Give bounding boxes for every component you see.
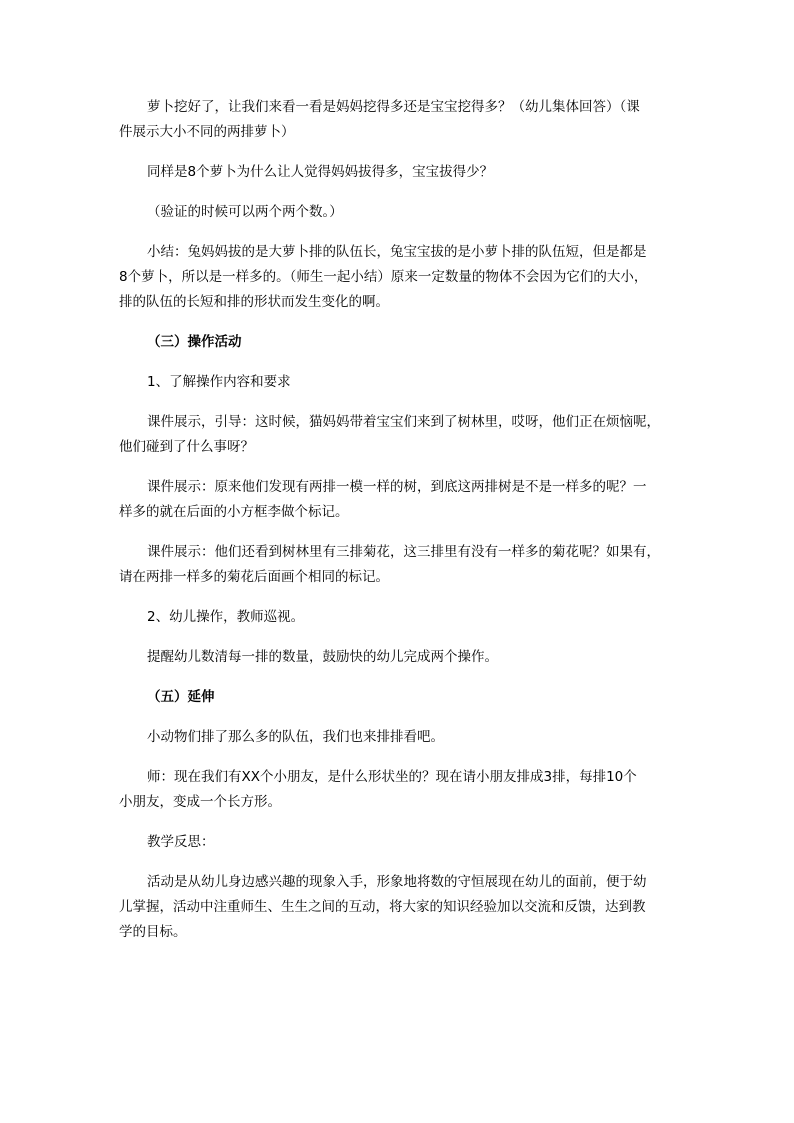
text-line: 8个萝卜，所以是一样多的。（师生一起小结）原来一定数量的物体不会因为它们的大小， <box>119 269 648 285</box>
text-line: 请在两排一样多的菊花后面画个相同的标记。 <box>119 569 389 585</box>
text-line: 他们碰到了什么事呀？ <box>119 439 254 455</box>
text-line: 课件展示：原来他们发现有两排一模一样的树，到底这两排树是不是一样多的呢？一 <box>147 479 647 495</box>
paragraph <box>119 370 679 395</box>
paragraph <box>119 830 679 855</box>
text-line: 1、了解操作内容和要求 <box>147 374 291 390</box>
paragraph <box>119 765 679 815</box>
paragraph <box>119 645 679 670</box>
text-line: 活动是从幼儿身边感兴趣的现象入手，形象地将数的守恒展现在幼儿的面前，便于幼 <box>147 874 647 890</box>
text-line: 同样是8个萝卜为什么让人觉得妈妈拔得多，宝宝拔得少？ <box>147 164 494 180</box>
paragraph <box>119 410 679 460</box>
paragraph <box>119 725 679 750</box>
text-line: 2、幼儿操作，教师巡视。 <box>147 609 305 625</box>
paragraph <box>119 200 679 225</box>
text-line: 提醒幼儿数清每一排的数量，鼓励快的幼儿完成两个操作。 <box>147 649 498 665</box>
paragraph <box>119 605 679 630</box>
text-line: 件展示大小不同的两排萝卜） <box>119 124 295 140</box>
paragraph <box>119 95 679 145</box>
text-line: 师：现在我们有XX个小朋友，是什么形状坐的？现在请小朋友排成3排，每排10个 <box>147 769 637 785</box>
paragraph <box>119 475 679 525</box>
text-line: 课件展示，引导：这时候，猫妈妈带着宝宝们来到了树林里，哎呀，他们正在烦恼呢， <box>147 414 660 430</box>
text-line: 课件展示：他们还看到树林里有三排菊花，这三排里有没有一样多的菊花呢？如果有， <box>147 544 660 560</box>
heading-text: （五）延伸 <box>147 689 215 705</box>
text-line: （验证的时候可以两个两个数。） <box>147 204 343 220</box>
section-heading <box>119 685 679 710</box>
text-line: 儿掌握，活动中注重师生、生生之间的互动，将大家的知识经验加以交流和反馈，达到教 <box>119 899 646 915</box>
document-body <box>119 95 679 960</box>
heading-text: （三）操作活动 <box>147 334 242 350</box>
text-line: 小结：兔妈妈拔的是大萝卜排的队伍长，兔宝宝拔的是小萝卜排的队伍短，但是都是 <box>147 244 647 260</box>
text-line: 学的目标。 <box>119 924 187 940</box>
text-line: 排的队伍的长短和排的形状而发生变化的啊。 <box>119 294 389 310</box>
text-line: 萝卜挖好了，让我们来看一看是妈妈挖得多还是宝宝挖得多？（幼儿集体回答）（课 <box>147 99 640 115</box>
paragraph <box>119 160 679 185</box>
text-line: 小动物们排了那么多的队伍，我们也来排排看吧。 <box>147 729 444 745</box>
text-line: 小朋友，变成一个长方形。 <box>119 794 281 810</box>
paragraph <box>119 240 679 315</box>
section-heading <box>119 330 679 355</box>
paragraph <box>119 870 679 945</box>
text-line: 样多的就在后面的小方框李做个标记。 <box>119 504 349 520</box>
paragraph <box>119 540 679 590</box>
text-line: 教学反思： <box>147 834 215 850</box>
